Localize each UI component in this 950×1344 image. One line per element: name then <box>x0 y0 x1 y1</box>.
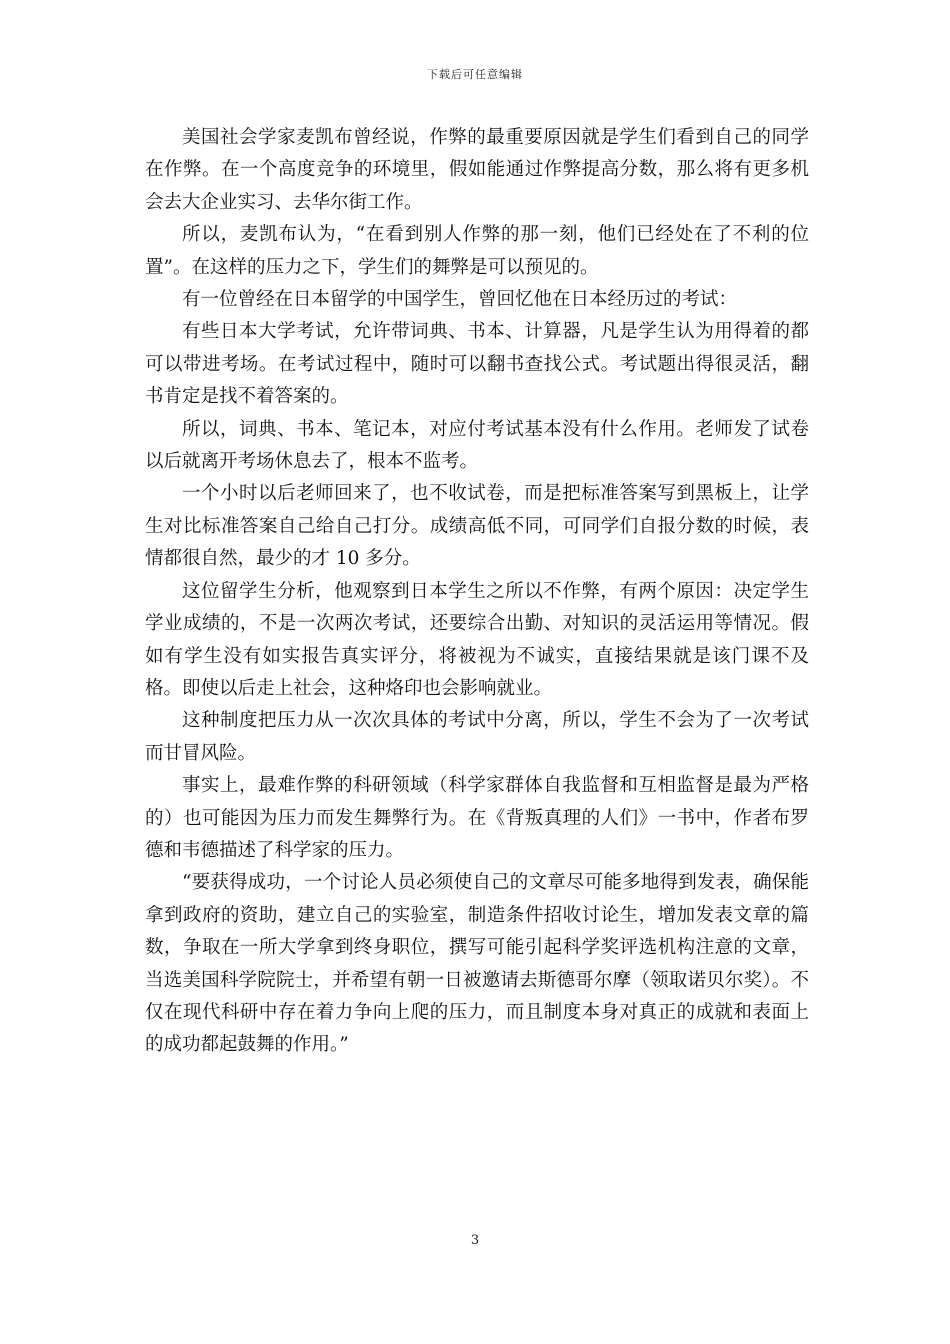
paragraph: 有一位曾经在日本留学的中国学生，曾回忆他在日本经历过的考试： <box>182 289 738 311</box>
paragraph: “要获得成功，一个讨论人员必须使自己的文章尽可能多地得到发表，确保能拿到政府的资助，建立自己的实验室，制造条件招收讨论生，增加发表文章的篇数，争取在一所大学拿到终身职位，撰写可能引起科学奖评选机构注意的文章，当选美国科学院院士，并希望有朝一日被邀请去斯德哥尔摩（领取诺贝尔奖）。不仅在现代科研中存在着力争向上爬的压力，而且制度本身对真正的成就和表面上的成功都起鼓舞的作用。” <box>145 872 809 1056</box>
body-text <box>145 122 809 1062</box>
page-number: 3 <box>470 1233 480 1248</box>
paragraph: 一个小时以后老师回来了，也不收试卷，而是把标准答案写到黑板上，让学生对比标准答案自己给自己打分。成绩高低不同，可同学们自报分数的时候，表情都很自然，最少的才 10 多分。 <box>145 483 809 570</box>
paragraph: 事实上，最难作弊的科研领域（科学家群体自我监督和互相监督是最为严格的）也可能因为压力而发生舞弊行为。在《背叛真理的人们》一书中，作者布罗德和韦德描述了科学家的压力。 <box>145 775 809 861</box>
paragraph: 所以，词典、书本、笔记本，对应付考试基本没有什么作用。老师发了试卷以后就离开考场休息去了，根本不监考。 <box>145 418 809 473</box>
paragraph: 有些日本大学考试，允许带词典、书本、计算器，凡是学生认为用得着的都可以带进考场。在考试过程中，随时可以翻书查找公式。考试题出得很灵活，翻书肯定是找不着答案的。 <box>145 321 809 408</box>
paragraph: 美国社会学家麦凯布曾经说，作弊的最重要原因就是学生们看到自己的同学在作弊。在一个高度竞争的环境里，假如能通过作弊提高分数，那么将有更多机会去大企业实习、去华尔街工作。 <box>145 127 809 213</box>
paragraph: 所以，麦凯布认为，“在看到别人作弊的那一刻，他们已经处在了不利的位置”。在这样的压力之下，学生们的舞弊是可以预见的。 <box>145 224 809 278</box>
paragraph: 这种制度把压力从一次次具体的考试中分离，所以，学生不会为了一次考试而甘冒风险。 <box>145 710 809 764</box>
paragraph: 这位留学生分析，他观察到日本学生之所以不作弊，有两个原因：决定学生学业成绩的，不是一次两次考试，还要综合出勤、对知识的灵活运用等情况。假如有学生没有如实报告真实评分，将被视为不诚实，直接结果就是该门课不及格。即使以后走上社会，这种烙印也会影响就业。 <box>145 580 809 699</box>
page-header: 下载后可任意编辑 <box>427 68 523 81</box>
